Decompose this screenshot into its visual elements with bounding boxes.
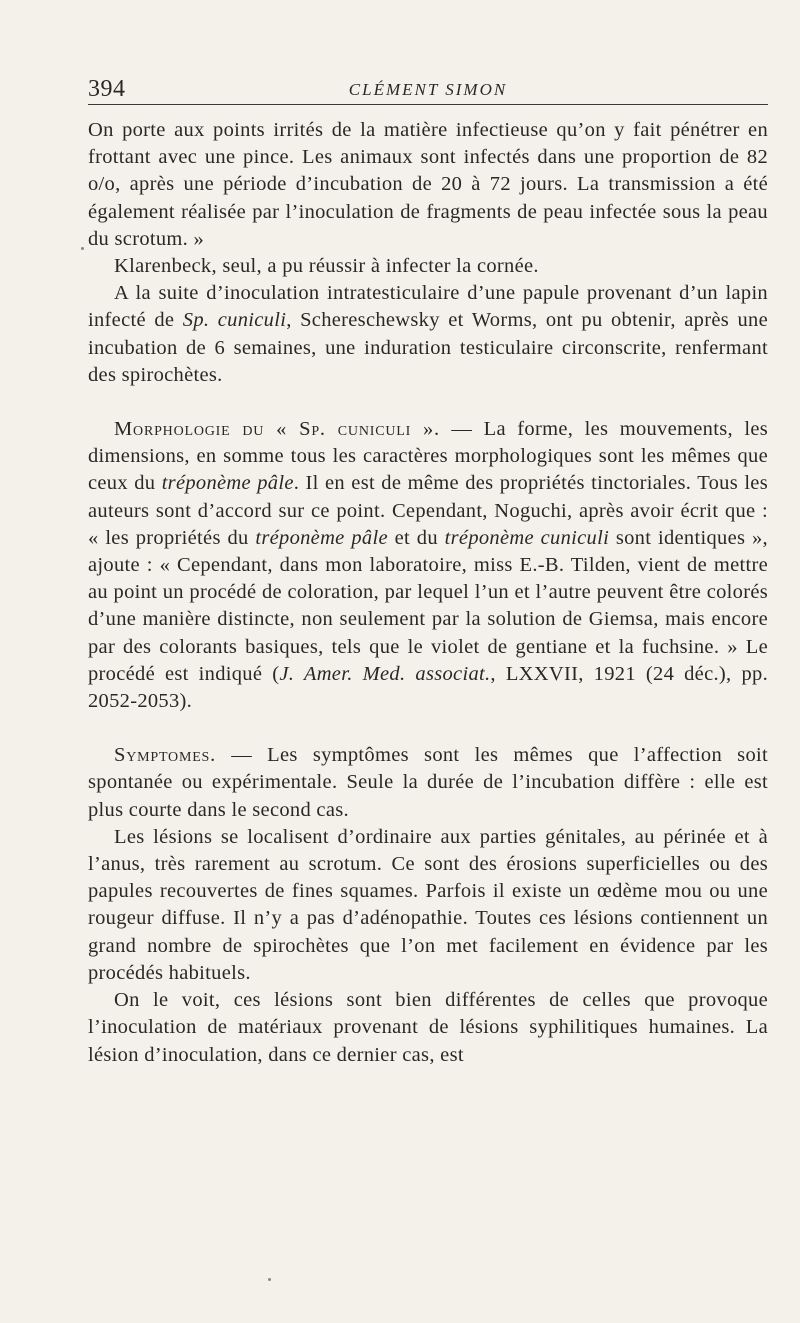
text-run: On le voit, ces lésions sont bien différentes de celles que provoque l’inoculation de matériaux provenant de lésions syphilitiques humaines. La lésion d’inoculation, dans ce dernier cas, est — [88, 989, 768, 1066]
paragraph — [88, 280, 768, 389]
text-run: et du — [387, 526, 445, 549]
paragraph — [88, 253, 768, 280]
italic-text: tréponème pâle — [255, 526, 388, 549]
text-run: Les lésions se localisent d’ordinaire aux parties génitales, au périnée et à l’anus, très rarement au scrotum. Ce sont des érosions superficielles ou des papules recouvertes de fines squames. Parfois il existe un œdème mou ou une rougeur diffuse. Il n’y a pas d’adénopathie. Toutes ces lésions contiennent un grand nombre de spirochètes que l’on met facilement en évidence par les procédés habituels. — [88, 825, 768, 984]
paragraph — [88, 824, 768, 987]
paragraph — [88, 416, 768, 715]
text-run: — La forme, les mouvements, les dimensions, en somme tous les caractères morphologiques sont les mêmes que ceux du — [88, 418, 769, 495]
italic-text: J. Amer. Med. associat. — [279, 662, 491, 685]
page-body — [88, 117, 768, 1069]
paper-speck — [81, 247, 84, 250]
text-run: , LXXVII, 1921 (24 déc.), pp. 2052-2053). — [88, 662, 768, 713]
text-run: On porte aux points irrités de la matière infectieuse qu’on y fait pénétrer en frottant avec une pince. Les animaux sont infectés dans une proportion de 82 o/o, après une période d’incubation de 20 à 72 jours. La transmission a été également réalisée par l’inoculation de fragments de peau infectée sous la peau du scrotum. » — [88, 119, 768, 250]
text-run: sont identiques », ajoute : « Cependant, dans mon laboratoire, miss E.-B. Tilden, vient de mettre au point un procédé de coloration, par lequel l’un et l’autre peuvent être colorés d’une manière distincte, non seulement par la solution de Giemsa, mais encore par des colorants basiques, tels que le violet de gentiane et la fuchsine. » Le procédé est indiqué ( — [88, 526, 768, 685]
text-run: Klarenbeck, seul, a pu réussir à infecter la cornée. — [114, 255, 539, 278]
italic-text: tréponème cuniculi — [444, 526, 610, 549]
book-page — [88, 70, 768, 1069]
running-head: CLÉMENT SIMON — [348, 80, 508, 99]
italic-text: tréponème pâle — [161, 472, 294, 495]
text-run: A la suite d’inoculation intratesticulaire d’une papule provenant d’un lapin infecté de — [88, 282, 768, 332]
text-run: , Schereschewsky et Worms, ont pu obtenir, après une incubation de 6 semaines, une induration testiculaire circonscrite, renfermant des spirochètes. — [88, 309, 768, 386]
section-heading: Morphologie du « Sp. cuniculi ». — [114, 418, 440, 441]
paragraph — [88, 987, 768, 1069]
page-header — [88, 70, 768, 105]
text-run: — Les symptômes sont les mêmes que l’affection soit spontanée ou expérimentale. Seule la durée de l’incubation diffère : elle est plus courte dans le second cas. — [88, 744, 768, 821]
section-heading: Symptomes. — [114, 744, 217, 767]
italic-text: Sp. cuniculi — [182, 309, 287, 332]
paragraph — [88, 117, 768, 253]
paragraph — [88, 742, 768, 824]
paper-speck — [268, 1278, 271, 1281]
text-run: . Il en est de même des propriétés tinctoriales. Tous les auteurs sont d’accord sur ce point. Cependant, Noguchi, après avoir écrit que : « les propriétés du — [88, 472, 768, 549]
page-number: 394 — [88, 76, 126, 102]
